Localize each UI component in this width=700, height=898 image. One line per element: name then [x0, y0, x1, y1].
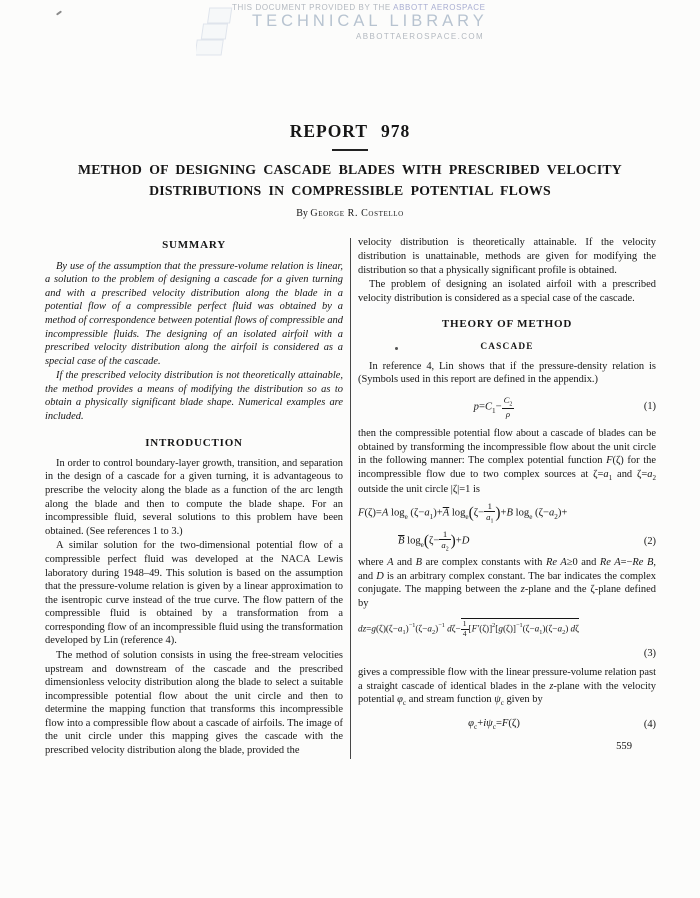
page-number: 559 [616, 741, 632, 753]
paragraph-after-eq3: gives a compressible flow with the linear pressure-volume relation past a straight cascade of identical blades in the z-plane with the velocity potential $\varphi_c$ and stream function $\psi_c$ given by [358, 667, 656, 708]
byline [0, 208, 700, 219]
cascade-intro-paragraph: In reference 4, Lin shows that if the pressure-density relation is (Symbols used in this report are defined in the appendix.) [358, 360, 656, 386]
watermark-url: ABBOTTAEROSPACE.COM [356, 32, 485, 41]
equation-3-body: $dz=g(\zeta)(\zeta-a_1)^{-1}(\zeta-a_2)^{-1}$ dζ− $\frac{1}{4}$ $[F'(\zeta)]^2[g(\zeta)]^{-1}(\zeta-a_1)(\zeta-a_2)$ dζ [358, 619, 579, 638]
report-title-line2: DISTRIBUTIONS IN COMPRESSIBLE POTENTIAL FLOWS [149, 182, 551, 198]
introduction-paragraph: The method of solution consists in using the free-stream velocities upstream and downstream of the cascade and the prescribed dimensionless velocity distribution along the blade to select a suitable incompressible potential flow about the unit circle and then to determine the mapping function that transforms this incompressible flow into a compressible flow about a cascade of airfoils. The image of the unit circle under this mapping gives the cascade with the prescribed velocity distribution along the blade, provided the [45, 650, 343, 757]
theory-of-method-heading: THEORY OF METHOD [441, 318, 573, 331]
equation-2-line1 [358, 501, 656, 526]
column-divider [350, 238, 351, 758]
scan-speck [395, 347, 398, 350]
isolated-airfoil-paragraph: The problem of designing an isolated airfoil with a prescribed velocity distribution is considered as a special case of the cascade. [358, 279, 656, 304]
equation-2-line2-body: $\overline{B}$ $\log_e(\zeta-$ $\frac{1}{\overline{a}_2}$ )+D [398, 529, 470, 554]
paragraph-after-eq1: then the compressible potential flow about a cascade of blades can be obtained by transforming the incompressible flow about the unit circle in the following manner: The complex potential function F(ζ) for the incompressible flow due to two complex sources at $\zeta=a_1$ and $\zeta=a_2$ outside the unit circle |ζ|=1 is [358, 428, 657, 496]
abbott-aerospace-logo-icon [196, 6, 242, 58]
cascade-subheading: CASCADE [480, 341, 534, 352]
equation-2-line1-body: F(ζ)=A $\log_e (\zeta-a_1)+\overline{A}$ $\log_e(\zeta-$ $\frac{1}{\overline{a}_1}$ )+B $\log_e (\zeta-a_2)+$ [358, 500, 568, 525]
equation-4-body: $\varphi_c+i\psi_c=F(\zeta)$ [468, 717, 520, 731]
watermark-library-title: TECHNICAL LIBRARY [252, 12, 488, 30]
equation-3 [358, 618, 656, 638]
two-column-body [45, 236, 656, 758]
watermark-prefix: THIS DOCUMENT PROVIDED BY THE [232, 3, 391, 12]
equation-2-line2 [358, 529, 656, 554]
equation-1-number: (1) [643, 401, 656, 413]
author-name: George R. Costello [310, 208, 404, 220]
introduction-paragraph: In order to control boundary-layer growth, transition, and separation in the design of a cascade for a given turning, it is advantageous to prescribe the velocity along the blade as a function of the arc length along the blade and then to compute the blade shape. For an incompressible fluid, several solutions to this problem have been obtained. (See references 1 to 3.) [45, 457, 343, 537]
summary-heading: SUMMARY [162, 239, 226, 252]
continuation-paragraph: velocity distribution is theoretically attainable. If the velocity distribution is unattainable, methods are given for modifying the distribution so that a physically significant profile is obtained. [358, 237, 656, 276]
title-divider [332, 149, 368, 151]
equation-1 [358, 395, 656, 420]
byline-prefix: By [296, 208, 308, 220]
watermark [196, 3, 516, 41]
right-column [358, 236, 656, 758]
summary-paragraph: By use of the assumption that the pressure-volume relation is linear, a solution to the problem of designing a cascade for a given turning and with a prescribed velocity distribution along the blade in a potential flow of a compressible perfect fluid was obtained by a method of correspondence between potential flows of compressible and incompressible fluids. The designing of an isolated airfoil with a prescribed velocity distribution along the airfoil is considered as a special case of the cascade. [45, 260, 343, 367]
equation-3-number: (3) [643, 647, 656, 659]
introduction-paragraph: A similar solution for the two-dimensional potential flow of a compressible perfect fluid was developed at the NACA Lewis laboratory during 1948–49. This solution is based on the assumption that the pressure-volume relation is given by a linear approximation to the isentropic curve instead of the true curve. The flow pattern of the compressible fluid is obtained by a transformation from a corresponding flow of an incompressible fluid using the transformation developed by Lin (reference 4). [45, 540, 343, 647]
paragraph-after-eq2: where A and B are complex constants with Re A≥0 and Re A=−Re B, and D is an arbitrary complex constant. The bar indicates the complex conjugate. The mapping between the z-plane and the ζ-plane defined by [358, 556, 657, 609]
equation-1-body: $p=C_1-$ $\frac{C_2}{\rho}$ [473, 394, 513, 420]
equation-4 [358, 717, 656, 732]
equation-2-number: (2) [643, 535, 656, 547]
introduction-heading: INTRODUCTION [145, 436, 243, 449]
report-title [0, 160, 700, 201]
watermark-brand: ABBOTT AEROSPACE [393, 3, 486, 12]
report-title-line1: METHOD OF DESIGNING CASCADE BLADES WITH PRESCRIBED VELOCITY [78, 162, 622, 177]
report-number: REPORT 978 [289, 121, 411, 141]
left-column [45, 236, 343, 758]
equation-4-number: (4) [643, 718, 656, 730]
watermark-provider-line [232, 3, 516, 12]
summary-paragraph: If the prescribed velocity distribution is not theoretically attainable, the method provides a means of modifying the distribution so as to obtain a physically significant blade shape. Numerical examples are included. [45, 370, 343, 423]
